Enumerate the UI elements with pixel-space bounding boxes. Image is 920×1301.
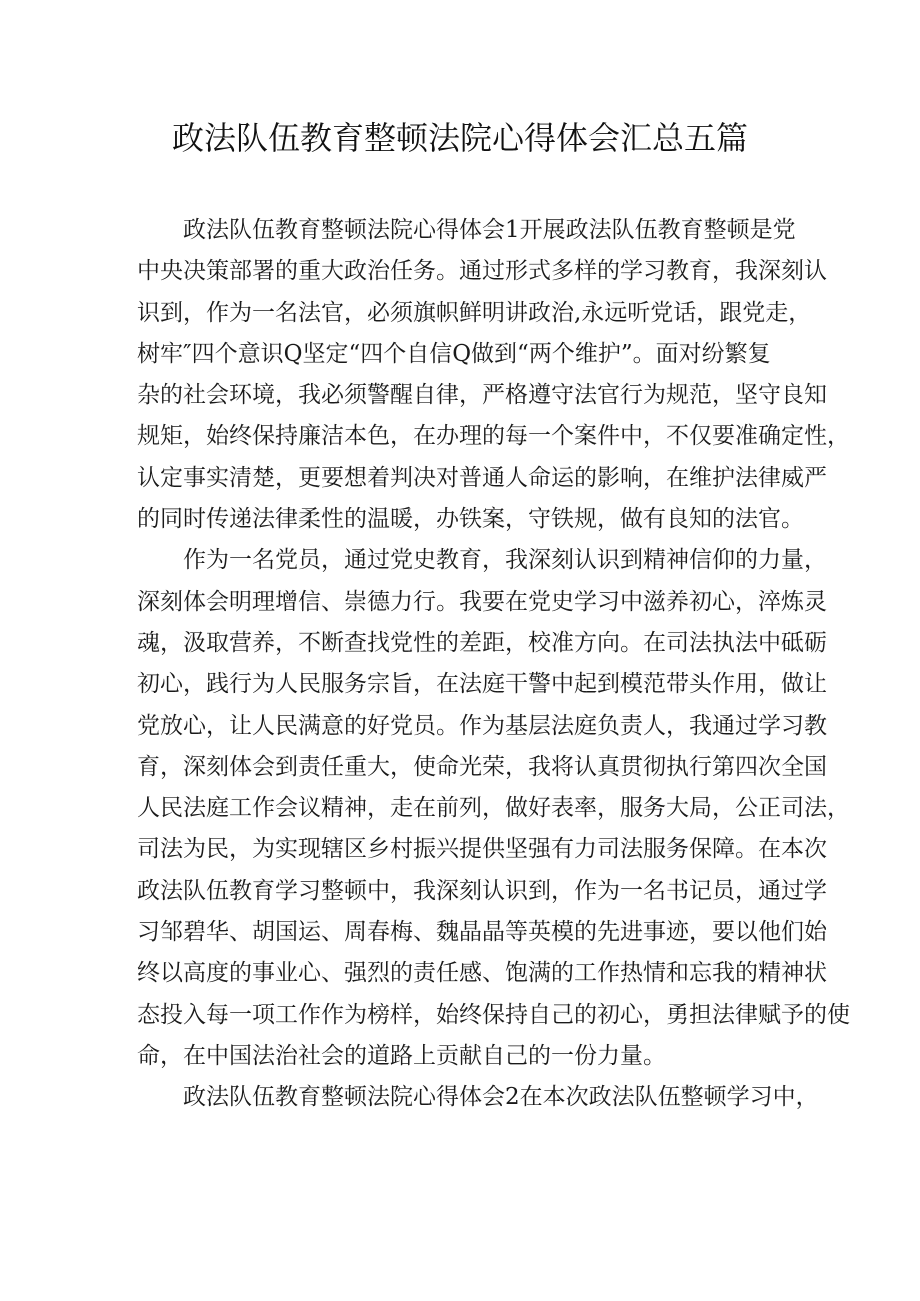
- body-line: 魂，汲取营养，不断查找党性的差距，校准方向。在司法执法中砥砺: [137, 629, 827, 656]
- body-line: 政法队伍教育学习整顿中，我深刻认识到，作为一名书记员，通过学: [137, 877, 827, 904]
- body-line: 中央决策部署的重大政治任务。通过形式多样的学习教育，我深刻认: [137, 258, 827, 285]
- body-line: 杂的社会环境，我必须警醒自律，严格遵守法官行为规范，坚守良知: [137, 382, 827, 409]
- body-line: 终以高度的事业心、强烈的责任感、饱满的工作热情和忘我的精神状: [137, 960, 827, 987]
- document-body: [137, 210, 850, 1119]
- body-line: 政法队伍教育整顿法院心得体会1开展政法队伍教育整顿是党: [183, 217, 796, 243]
- body-line: 的同时传递法律柔性的温暖，办铁案，守铁规，做有良知的法官。: [137, 506, 804, 533]
- body-line: 深刻体会明理增信、崇德力行。我要在党史学习中滋养初心，淬炼灵: [137, 588, 827, 615]
- body-line: 态投入每一项工作作为榜样，始终保持自己的初心，勇担法律赋予的使: [137, 1001, 850, 1028]
- body-line: 规矩，始终保持廉洁本色，在办理的每一个案件中，不仅要准确定性，: [137, 423, 850, 450]
- body-line: 育，深刻体会到责任重大，使命光荣，我将认真贯彻执行第四次全国: [137, 753, 827, 780]
- body-line: 初心，践行为人民服务宗旨，在法庭干警中起到模范带头作用，做让: [137, 671, 827, 698]
- body-line: 命，在中国法治社会的道路上贡献自己的一份力量。: [137, 1042, 666, 1069]
- body-line: 党放心，让人民满意的好党员。作为基层法庭负责人，我通过学习教: [137, 712, 827, 739]
- body-line: 识到，作为一名法官，必须旗帜鲜明讲政治,永远听党话，跟党走，: [137, 299, 812, 326]
- body-line: 人民法庭工作会议精神，走在前列，做好表率，服务大局，公正司法，: [137, 795, 850, 822]
- body-line: 作为一名党员，通过党史教育，我深刻认识到精神信仰的力量，: [183, 547, 827, 574]
- body-line: 树牢″四个意识Q坚定“四个自信Q做到“两个维护”。面对纷繁复: [137, 340, 771, 367]
- body-line: 习邹碧华、胡国运、周春梅、魏晶晶等英模的先进事迹，要以他们始: [137, 919, 827, 946]
- body-line: 政法队伍教育整顿法院心得体会2在本次政法队伍整顿学习中，: [183, 1084, 819, 1111]
- body-line: 认定事实清楚，更要想着判决对普通人命运的影响，在维护法律威严: [137, 464, 827, 491]
- body-line: 司法为民，为实现辖区乡村振兴提供坚强有力司法服务保障。在本次: [137, 836, 827, 863]
- document-title: 政法队伍教育整顿法院心得体会汇总五篇: [171, 119, 748, 157]
